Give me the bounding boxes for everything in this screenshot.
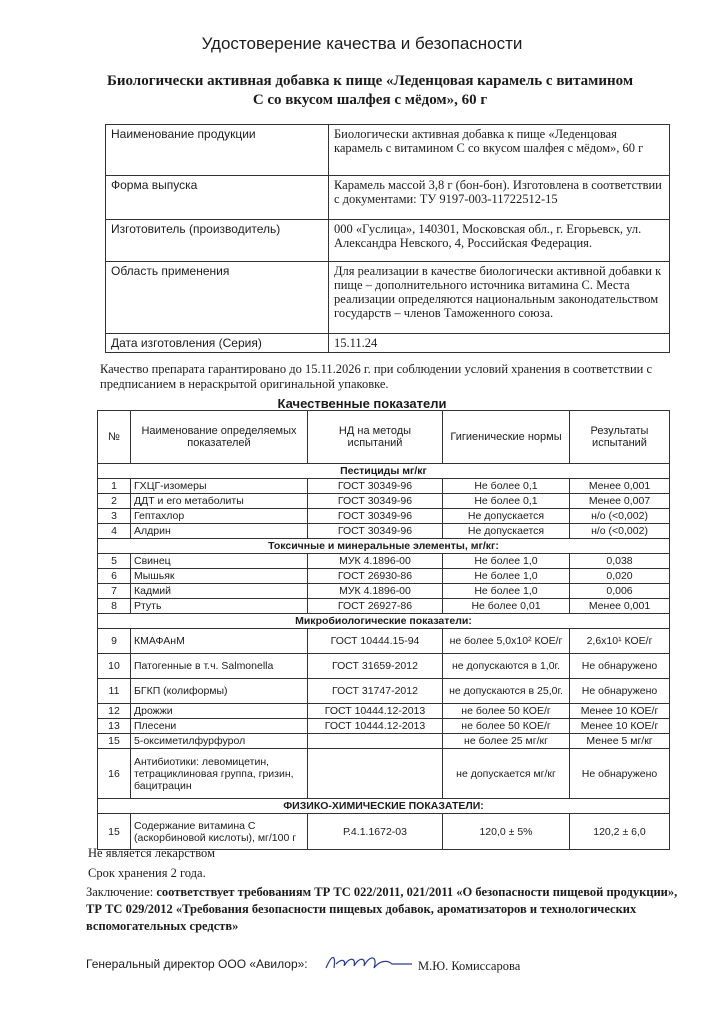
cell-norm: не допускается мг/кг (443, 749, 570, 799)
conclusion-label: Заключение: (86, 885, 154, 899)
cell-number: 2 (98, 494, 131, 509)
info-value: Биологически активная добавка к пище «Леденцовая карамель с витамином С со вкусом шалфея с мёдом», 60 г (329, 125, 670, 176)
table-row (98, 654, 670, 679)
table-row (98, 719, 670, 734)
cell-number: 1 (98, 479, 131, 494)
cell-number: 8 (98, 599, 131, 614)
info-row (106, 125, 670, 176)
cell-norm: не более 5,0x10² КОЕ/г (443, 629, 570, 654)
cell-method: ГОСТ 10444.15-94 (308, 629, 443, 654)
product-title: Биологически активная добавка к пище «Леденцовая карамель с витамином С со вкусом шалфея с мёдом», 60 г (106, 73, 634, 108)
section-title: Токсичные и минеральные элементы, мг/кг: (98, 539, 670, 554)
cell-norm: не более 25 мг/кг (443, 734, 570, 749)
table-row (98, 814, 670, 850)
table-row (98, 494, 670, 509)
cell-number: 4 (98, 524, 131, 539)
cell-number: 6 (98, 569, 131, 584)
cell-method (308, 734, 443, 749)
cell-number: 11 (98, 679, 131, 704)
document-title: Удостоверение качества и безопасности (201, 34, 523, 53)
table-row (98, 584, 670, 599)
guarantee-text: Качество препарата гарантировано до 15.11.2026 г. при соблюдении условий хранения в соответствии с предписанием в нераскрытой оригинальной упаковке. (100, 362, 653, 391)
info-label: Область применения (106, 262, 329, 334)
info-label: Изготовитель (производитель) (106, 220, 329, 262)
info-label: Форма выпуска (106, 176, 329, 220)
table-row (98, 569, 670, 584)
cell-result: 0,020 (570, 569, 670, 584)
cell-number: 9 (98, 629, 131, 654)
director-name: М.Ю. Комиссарова (418, 959, 521, 973)
section-header-row (98, 614, 670, 629)
quality-table (97, 410, 670, 850)
cell-indicator: Кадмий (131, 584, 308, 599)
header-result: Результаты испытаний (570, 411, 670, 464)
info-label: Дата изготовления (Серия) (106, 334, 329, 353)
cell-norm: Не более 0,01 (443, 599, 570, 614)
cell-indicator: Гептахлор (131, 509, 308, 524)
conclusion (86, 884, 686, 935)
cell-indicator: Мышьяк (131, 569, 308, 584)
cell-number: 5 (98, 554, 131, 569)
info-row (106, 176, 670, 220)
section-title: ФИЗИКО-ХИМИЧЕСКИЕ ПОКАЗАТЕЛИ: (98, 799, 670, 814)
header-number: № (98, 411, 131, 464)
section-title: Пестициды мг/кг (98, 464, 670, 479)
cell-result: Не обнаружено (570, 654, 670, 679)
cell-norm: 120,0 ± 5% (443, 814, 570, 850)
cell-result: н/о (<0,002) (570, 509, 670, 524)
cell-result: 2,6x10¹ КОЕ/г (570, 629, 670, 654)
cell-indicator: ДДТ и его метаболиты (131, 494, 308, 509)
cell-method: ГОСТ 31747-2012 (308, 679, 443, 704)
cell-method: ГОСТ 30349-96 (308, 479, 443, 494)
table-header-row (98, 411, 670, 464)
cell-method: ГОСТ 26927-86 (308, 599, 443, 614)
director-label: Генеральный директор ООО «Авилор»: (86, 957, 308, 971)
cell-number: 15 (98, 814, 131, 850)
cell-method: Р.4.1.1672-03 (308, 814, 443, 850)
cell-method: МУК 4.1896-00 (308, 554, 443, 569)
cell-norm: Не более 1,0 (443, 554, 570, 569)
table-row (98, 599, 670, 614)
cell-result: Менее 10 КОЕ/г (570, 719, 670, 734)
table-row (98, 704, 670, 719)
quality-title: Качественные показатели (277, 396, 447, 411)
table-row (98, 679, 670, 704)
cell-result: Менее 0,001 (570, 479, 670, 494)
cell-norm: не более 50 КОЕ/г (443, 704, 570, 719)
cell-method: МУК 4.1896-00 (308, 584, 443, 599)
cell-number: 10 (98, 654, 131, 679)
cell-number: 12 (98, 704, 131, 719)
info-row (106, 334, 670, 353)
signature (322, 950, 414, 976)
conclusion-text: соответствует требованиям ТР ТС 022/2011, 021/2011 «О безопасности пищевой продукции», ТР ТС 029/2012 «Требования безопасности пищевых добавок, ароматизаторов и технологических вспомогательных средств» (86, 885, 678, 933)
cell-number: 7 (98, 584, 131, 599)
cell-result: Менее 0,001 (570, 599, 670, 614)
cell-method: ГОСТ 26930-86 (308, 569, 443, 584)
info-row (106, 220, 670, 262)
cell-indicator: ГХЦГ-изомеры (131, 479, 308, 494)
cell-result: 120,2 ± 6,0 (570, 814, 670, 850)
cell-norm: Не более 0,1 (443, 494, 570, 509)
cell-norm: Не более 1,0 (443, 584, 570, 599)
cell-indicator: 5-оксиметилфурфурол (131, 734, 308, 749)
cell-number: 15 (98, 734, 131, 749)
cell-norm: Не допускается (443, 509, 570, 524)
cell-method: ГОСТ 30349-96 (308, 524, 443, 539)
table-row (98, 524, 670, 539)
table-row (98, 734, 670, 749)
cell-method: ГОСТ 10444.12-2013 (308, 719, 443, 734)
table-row (98, 509, 670, 524)
header-method: НД на методы испытаний (308, 411, 443, 464)
quality-table-body (98, 464, 670, 850)
cell-indicator: Содержание витамина С (аскорбиновой кислоты), мг/100 г (131, 814, 308, 850)
cell-indicator: Дрожжи (131, 704, 308, 719)
cell-method: ГОСТ 30349-96 (308, 494, 443, 509)
table-row (98, 629, 670, 654)
cell-norm: Не более 1,0 (443, 569, 570, 584)
cell-result: Менее 5 мг/кг (570, 734, 670, 749)
shelf-life: Срок хранения 2 года. (88, 866, 206, 880)
cell-number: 3 (98, 509, 131, 524)
section-title: Микробиологические показатели: (98, 614, 670, 629)
cell-number: 13 (98, 719, 131, 734)
cell-indicator: КМАФАнМ (131, 629, 308, 654)
info-label: Наименование продукции (106, 125, 329, 176)
cell-method: ГОСТ 10444.12-2013 (308, 704, 443, 719)
table-row (98, 554, 670, 569)
section-header-row (98, 464, 670, 479)
cell-result: Менее 0,007 (570, 494, 670, 509)
cell-result: Не обнаружено (570, 679, 670, 704)
info-value: Карамель массой 3,8 г (бон-бон). Изготовлена в соответствии с документами: ТУ 9197-003-11722512-15 (329, 176, 670, 220)
table-row (98, 749, 670, 799)
cell-result: Не обнаружено (570, 749, 670, 799)
header-indicator: Наименование определяемых показателей (131, 411, 308, 464)
section-header-row (98, 539, 670, 554)
cell-method: ГОСТ 31659-2012 (308, 654, 443, 679)
info-value: 15.11.24 (329, 334, 670, 353)
not-medicine-note: Не является лекарством (88, 846, 215, 860)
cell-indicator: Ртуть (131, 599, 308, 614)
cell-number: 16 (98, 749, 131, 799)
cell-result: 0,006 (570, 584, 670, 599)
cell-indicator: БГКП (колиформы) (131, 679, 308, 704)
cell-result: н/о (<0,002) (570, 524, 670, 539)
info-value: 000 «Гуслица», 140301, Московская обл., г. Егорьевск, ул. Александра Невского, 4, Российская Федерация. (329, 220, 670, 262)
table-row (98, 479, 670, 494)
header-norm: Гигиенические нормы (443, 411, 570, 464)
cell-indicator: Свинец (131, 554, 308, 569)
section-header-row (98, 799, 670, 814)
cell-result: Менее 10 КОЕ/г (570, 704, 670, 719)
product-info-table (105, 124, 670, 353)
cell-norm: не допускаются в 25,0г. (443, 679, 570, 704)
cell-norm: Не допускается (443, 524, 570, 539)
cell-norm: Не более 0,1 (443, 479, 570, 494)
info-row (106, 262, 670, 334)
cell-method (308, 749, 443, 799)
cell-indicator: Плесени (131, 719, 308, 734)
cell-indicator: Алдрин (131, 524, 308, 539)
cell-indicator: Антибиотики: левомицетин, тетрациклиновая группа, гризин, бацитрацин (131, 749, 308, 799)
info-value: Для реализации в качестве биологически активной добавки к пище – дополнительного источника витамина С. Места реализации определяются национальным законодательством государств – членов Таможенного союза. (329, 262, 670, 334)
cell-method: ГОСТ 30349-96 (308, 509, 443, 524)
cell-result: 0,038 (570, 554, 670, 569)
cell-norm: не более 50 КОЕ/г (443, 719, 570, 734)
cell-indicator: Патогенные в т.ч. Salmonella (131, 654, 308, 679)
cell-norm: не допускаются в 1,0г. (443, 654, 570, 679)
